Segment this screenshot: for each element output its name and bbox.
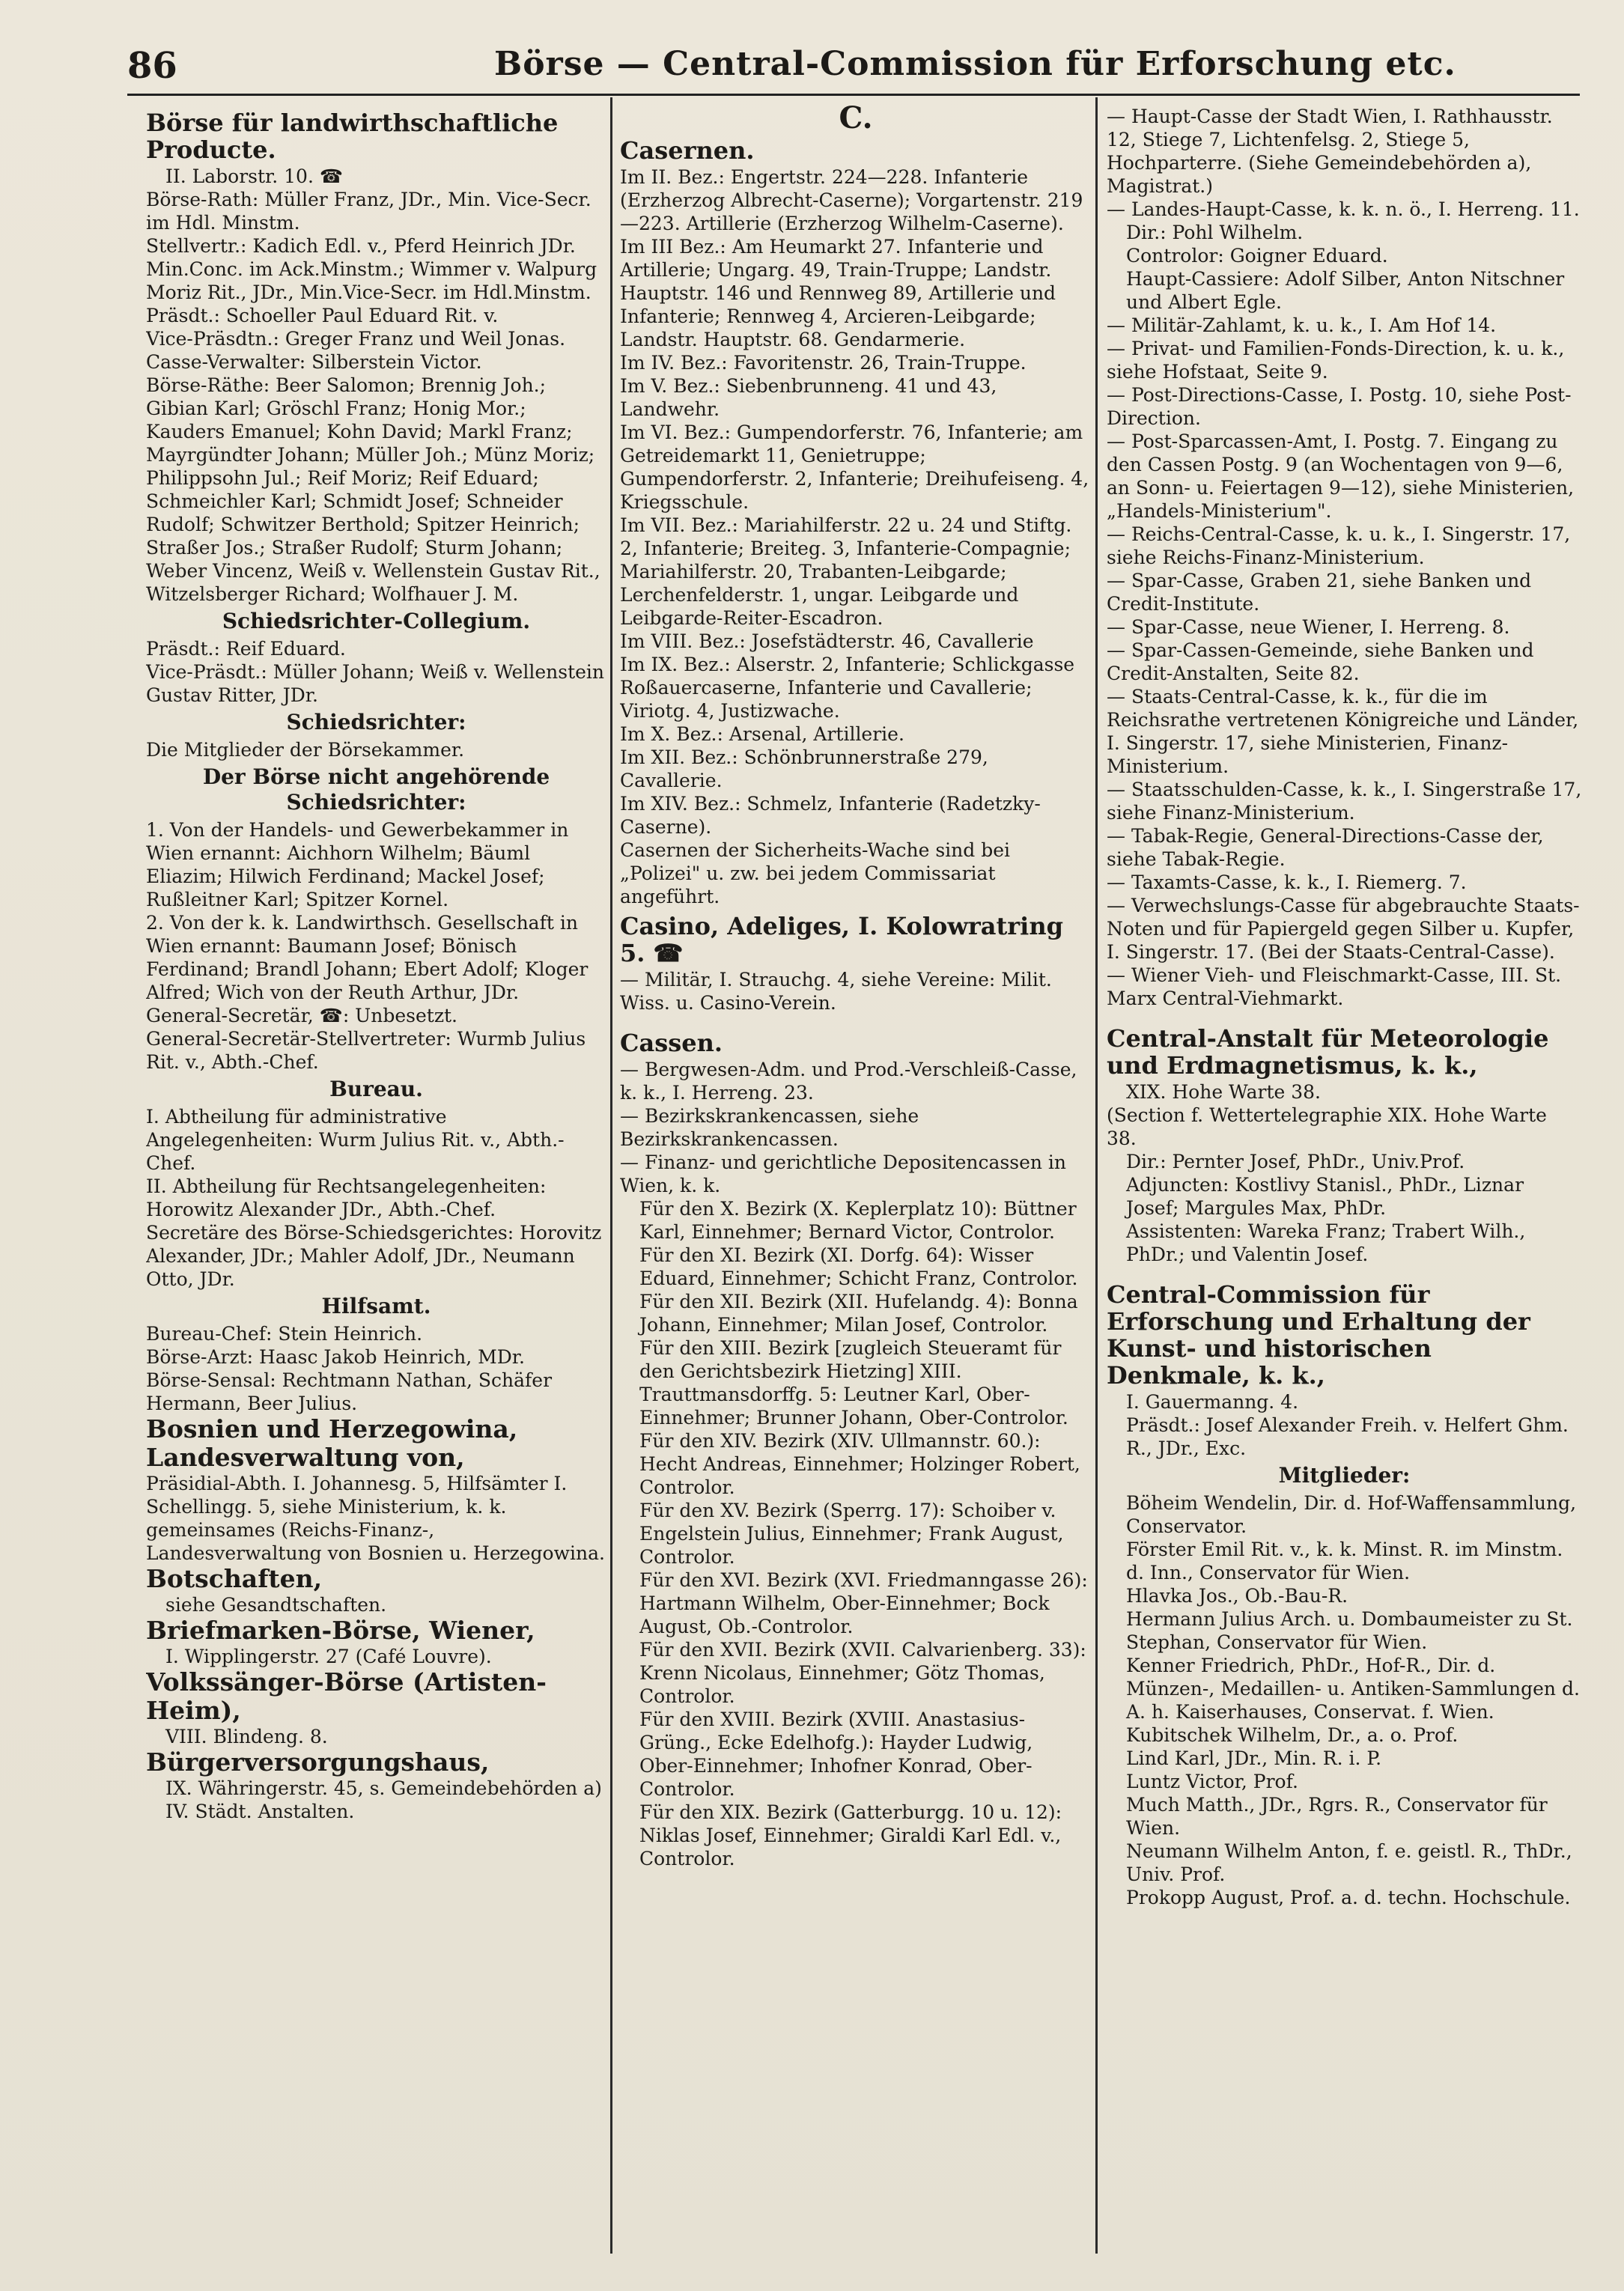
entry-text: — Spar-Casse, neue Wiener, I. Herreng. 8. [1107, 616, 1510, 638]
entry-text: Im IV. Bez.: Favoritenstr. 26, Train-Truppe. [620, 352, 1027, 374]
section-heading: Cassen. [620, 1029, 723, 1057]
entry-text: II. Laborstr. 10. ☎ [165, 165, 343, 187]
section-heading: Mitglieder: [1278, 1463, 1411, 1488]
entry-text: — Landes-Haupt-Casse, k. k. n. ö., I. Herreng. 11. [1107, 198, 1580, 220]
section-heading: Casernen. [620, 136, 755, 165]
entry-text: Für den XVII. Bezirk (XVII. Calvarienberg. 33): Krenn Nicolaus, Einnehmer; Götz Thomas, Controlor. [639, 1639, 1086, 1707]
entry-text: I. Abtheilung für administrative Angelegenheiten: Wurm Julius Rit. v., Abth.-Chef. [146, 1106, 565, 1174]
entry-text: Casse-Verwalter: Silberstein Victor. [146, 351, 482, 373]
entry-text: — Post-Directions-Casse, I. Postg. 10, siehe Post-Direction. [1107, 384, 1572, 429]
running-title: Börse — Central-Commission für Erforschung etc. [494, 45, 1456, 83]
entry-text: Dir.: Pernter Josef, PhDr., Univ.Prof. [1126, 1151, 1465, 1172]
entry-text: Für den XIII. Bezirk [zugleich Steueramt für den Gerichtsbezirk Hietzing] XIII. Trauttmansdorffg. 5: Leutner Karl, Ober-Einnehmer; Brunner Johann, Ober-Controlor. [639, 1337, 1068, 1429]
entry-text: — Post-Sparcassen-Amt, I. Postg. 7. Eingang zu den Cassen Postg. 9 (an Wochentagen von 9—6, an Sonn- u. Feiertagen 9—12), siehe Ministerien, „Handels-Ministerium". [1107, 430, 1575, 522]
section-heading: Casino, Adeliges, I. Kolowratring 5. ☎ [620, 912, 1063, 967]
entry-text: Börse-Arzt: Haasc Jakob Heinrich, MDr. [146, 1346, 525, 1368]
page-number: 86 [127, 45, 177, 87]
entry-text: — Spar-Casse, Graben 21, siehe Banken und Credit-Institute. [1107, 570, 1532, 615]
entry-text: VIII. Blindeng. 8. [165, 1726, 328, 1747]
entry-text: Förster Emil Rit. v., k. k. Minst. R. im Minstm. d. Inn., Conservator für Wien. [1126, 1539, 1563, 1583]
entry-text: Im XII. Bez.: Schönbrunnerstraße 279, Cavallerie. [620, 746, 988, 791]
entry-text [1107, 1010, 1582, 1020]
entry-text: — Militär, I. Strauchg. 4, siehe Vereine: Milit. Wiss. u. Casino-Verein. [620, 969, 1052, 1014]
entry-text: Much Matth., JDr., Rgrs. R., Conservator für Wien. [1126, 1794, 1548, 1839]
entry-text: Im III Bez.: Am Heumarkt 27. Infanterie und Artillerie; Ungarg. 49, Train-Truppe; Landstr. Hauptstr. 146 und Rennweg 89, Artillerie und Infanterie; Rennweg 4, Arcieren-Leibgarde; Landstr. Hauptstr. 68. Gendarmerie. [620, 236, 1056, 350]
entry-text: Hlavka Jos., Ob.-Bau-R. [1126, 1585, 1348, 1607]
entry-text: Assistenten: Wareka Franz; Trabert Wilh., PhDr.; und Valentin Josef. [1126, 1220, 1526, 1265]
entry-text: Hermann Julius Arch. u. Dombaumeister zu St. Stephan, Conservator für Wien. [1126, 1608, 1573, 1653]
section-heading: Briefmarken-Börse, Wiener, [146, 1616, 535, 1645]
entry-text: Neumann Wilhelm Anton, f. e. geistl. R., ThDr., Univ. Prof. [1126, 1840, 1572, 1885]
entry-text: Controlor: Goigner Eduard. [1126, 245, 1388, 267]
entry-text: Die Mitglieder der Börsekammer. [146, 739, 465, 761]
entry-text: Im VIII. Bez.: Josefstädterstr. 46, Cavallerie [620, 630, 1034, 652]
entry-text: — Spar-Cassen-Gemeinde, siehe Banken und Credit-Anstalten, Seite 82. [1107, 639, 1534, 684]
column-right [1107, 105, 1582, 2261]
section-heading: Hilfsamt. [321, 1294, 431, 1318]
entry-text: Im VII. Bez.: Mariahilferstr. 22 u. 24 und Stiftg. 2, Infanterie; Breiteg. 3, Infanterie-Compagnie; Mariahilferstr. 20, Trabanten-Leibgarde; Lerchenfelderstr. 1, ungar. Leibgarde und Leibgarde-Reiter-Escadron. [620, 514, 1072, 629]
entry-text: Im II. Bez.: Engertstr. 224—228. Infanterie (Erzherzog Albrecht-Caserne); Vorgartenstr. 219—223. Artillerie (Erzherzog Wilhelm-Caserne). [620, 166, 1083, 234]
entry-text: I. Wipplingerstr. 27 (Café Louvre). [165, 1646, 492, 1667]
entry-text: IX. Währingerstr. 45, s. Gemeindebehörden a) IV. Städt. Anstalten. [165, 1777, 602, 1822]
entry-text: Casernen der Sicherheits-Wache sind bei „Polizei" u. zw. bei jedem Commissariat angeführt. [620, 839, 1011, 907]
entry-text: — Militär-Zahlamt, k. u. k., I. Am Hof 14. [1107, 314, 1497, 336]
entry-text: Bureau-Chef: Stein Heinrich. [146, 1323, 423, 1345]
entry-text: — Tabak-Regie, General-Directions-Casse der, siehe Tabak-Regie. [1107, 825, 1544, 870]
entry-text: Für den XIV. Bezirk (XIV. Ullmannstr. 60.): Hecht Andreas, Einnehmer; Holzinger Robert, Controlor. [639, 1430, 1080, 1498]
entry-text: Börse-Sensal: Rechtmann Nathan, Schäfer Hermann, Beer Julius. [146, 1369, 553, 1414]
entry-text: — Verwechslungs-Casse für abgebrauchte Staats-Noten und für Papiergeld gegen Silber u. Kupfer, I. Singerstr. 17. (Bei der Staats-Central-Casse). [1107, 895, 1580, 963]
entry-text: Für den XVIII. Bezirk (XVIII. Anastasius-Grüng., Ecke Edelhofg.): Hayder Ludwig, Ober-Einnehmer; Inhofner Konrad, Ober-Controlor. [639, 1709, 1033, 1800]
entry-text: Vice-Präsdt.: Müller Johann; Weiß v. Wellenstein Gustav Ritter, JDr. [146, 661, 605, 706]
entry-text: Präsdt.: Reif Eduard. [146, 638, 346, 660]
entry-text: General-Secretär, ☎: Unbesetzt. [146, 1005, 457, 1026]
entry-text: — Reichs-Central-Casse, k. u. k., I. Singerstr. 17, siehe Reichs-Finanz-Ministerium. [1107, 523, 1571, 568]
entry-text: Im V. Bez.: Siebenbrunneng. 41 und 43, Landwehr. [620, 375, 997, 420]
entry-text: — Staats-Central-Casse, k. k., für die im Reichsrathe vertretenen Königreiche und Länder, I. Singerstr. 17, siehe Ministerien, Finanz-Ministerium. [1107, 686, 1579, 777]
entry-text: Im XIV. Bez.: Schmelz, Infanterie (Radetzky-Caserne). [620, 793, 1041, 838]
entry-text: Luntz Victor, Prof. [1126, 1771, 1298, 1792]
entry-text: General-Secretär-Stellvertreter: Wurmb Julius Rit. v., Abth.-Chef. [146, 1028, 586, 1073]
entry-text: Präsdt.: Schoeller Paul Eduard Rit. v. [146, 305, 499, 326]
entry-text: Lind Karl, JDr., Min. R. i. P. [1126, 1747, 1382, 1769]
entry-text: Für den XII. Bezirk (XII. Hufelandg. 4): Bonna Johann, Einnehmer; Milan Josef, Controlor. [639, 1291, 1078, 1336]
page-header [127, 45, 1572, 97]
entry-text: 1. Von der Handels- und Gewerbekammer in Wien ernannt: Aichhorn Wilhelm; Bäuml Eliazim; Hilwich Ferdinand; Mackel Josef; Rußleitner Karl; Spitzer Kornel. [146, 819, 569, 910]
entry-text: Dir.: Pohl Wilhelm. [1126, 222, 1304, 243]
section-heading: Central-Anstalt für Meteorologie und Erdmagnetismus, k. k., [1107, 1024, 1549, 1080]
entry-text [620, 1014, 1092, 1025]
section-heading: Börse für landwirthschaftliche Producte. [146, 109, 559, 164]
entry-text: Im IX. Bez.: Alserstr. 2, Infanterie; Schlickgasse Roßauercaserne, Infanterie und Cavallerie; Viriotg. 4, Justizwache. [620, 654, 1075, 722]
entry-text: — Wiener Vieh- und Fleischmarkt-Casse, III. St. Marx Central-Viehmarkt. [1107, 964, 1562, 1009]
entry-text: Börse-Räthe: Beer Salomon; Brennig Joh.; Gibian Karl; Gröschl Franz; Honig Mor.; Kauders Emanuel; Kohn David; Markl Franz; Mayrgündter Johann; Müller Joh.; Münz Moriz; Philippsohn Jul.; Reif Moriz; Reif Eduard; Schmeichler Karl; Schmidt Josef; Schneider Rudolf; Schwitzer Berthold; Spitzer Heinrich; Straßer Jos.; Straßer Rudolf; Sturm Johann; Weber Vincenz, Weiß v. Wellenstein Gustav Rit., Witzelsberger Richard; Wolfhauer J. M. [146, 374, 600, 605]
section-heading: Bürgerversorgungshaus, [146, 1747, 490, 1777]
entry-text: Börse-Rath: Müller Franz, JDr., Min. Vice-Secr. im Hdl. Minstm. [146, 189, 591, 234]
entry-text: — Bergwesen-Adm. und Prod.-Verschleiß-Casse, k. k., I. Herreng. 23. [620, 1059, 1077, 1104]
entry-text: Kenner Friedrich, PhDr., Hof-R., Dir. d. Münzen-, Medaillen- u. Antiken-Sammlungen d. A. h. Kaiserhauses, Conservat. f. Wien. [1126, 1655, 1580, 1723]
entry-text: Präsidial-Abth. I. Johannesg. 5, Hilfsämter I. Schellingg. 5, siehe Ministerium, k. k. gemeinsames (Reichs-Finanz-, Landesverwaltung von Bosnien u. Herzegowina. [146, 1473, 605, 1564]
section-heading: Volkssänger-Börse (Artisten-Heim), [146, 1667, 547, 1725]
entry-text: — Taxamts-Casse, k. k., I. Riemerg. 7. [1107, 871, 1467, 893]
entry-text: Für den XVI. Bezirk (XVI. Friedmanngasse 26): Hartmann Wilhelm, Ober-Einnehmer; Bock August, Ob.-Controlor. [639, 1569, 1088, 1637]
entry-text: Für den XIX. Bezirk (Gatterburgg. 10 u. 12): Niklas Josef, Einnehmer; Giraldi Karl Edl. v., Controlor. [639, 1801, 1062, 1869]
entry-text [1107, 1266, 1582, 1277]
entry-text: Haupt-Cassiere: Adolf Silber, Anton Nitschner und Albert Egle. [1126, 268, 1565, 313]
entry-text: — Bezirkskrankencassen, siehe Bezirkskrankencassen. [620, 1105, 919, 1150]
entry-text: I. Gauermanng. 4. [1126, 1391, 1299, 1413]
entry-text: — Haupt-Casse der Stadt Wien, I. Rathhausstr. 12, Stiege 7, Lichtenfelsg. 2, Stiege 5, Hochparterre. (Siehe Gemeindebehörden a), Magistrat.) [1107, 106, 1553, 197]
entry-text: Im X. Bez.: Arsenal, Artillerie. [620, 723, 904, 745]
entry-text: Für den X. Bezirk (X. Keplerplatz 10): Büttner Karl, Einnehmer; Bernard Victor, Controlor. [639, 1198, 1077, 1243]
entry-text: — Finanz- und gerichtliche Depositencassen in Wien, k. k. [620, 1151, 1067, 1196]
entry-text: II. Abtheilung für Rechtsangelegenheiten: Horowitz Alexander JDr., Abth.-Chef. [146, 1175, 547, 1220]
entry-text: XIX. Hohe Warte 38. [1126, 1081, 1321, 1103]
entry-text: 2. Von der k. k. Landwirthsch. Gesellschaft in Wien ernannt: Baumann Josef; Bönisch Ferdinand; Brandl Johann; Ebert Adolf; Kloger Alfred; Wich von der Reuth Arthur, JDr. [146, 912, 589, 1003]
entry-text: — Staatsschulden-Casse, k. k., I. Singerstraße 17, siehe Finanz-Ministerium. [1107, 779, 1582, 824]
section-heading: Central-Commission für Erforschung und Erhaltung der Kunst- und historischen Denkmale, k. k., [1107, 1280, 1530, 1390]
section-heading: Schiedsrichter-Collegium. [222, 609, 531, 633]
entry-text: — Privat- und Familien-Fonds-Direction, k. u. k., siehe Hofstaat, Seite 9. [1107, 338, 1565, 383]
entry-text: Secretäre des Börse-Schiedsgerichtes: Horovitz Alexander, JDr.; Mahler Adolf, JDr., Neumann Otto, JDr. [146, 1222, 602, 1290]
section-heading: Schiedsrichter: [286, 710, 466, 734]
entry-text: Kubitschek Wilhelm, Dr., a. o. Prof. [1126, 1724, 1459, 1746]
entry-text: Adjuncten: Kostlivy Stanisl., PhDr., Liznar Josef; Margules Max, PhDr. [1126, 1174, 1524, 1219]
section-heading: Bosnien und Herzegowina, Landesverwaltung von, [146, 1414, 518, 1472]
entry-text: Stellvertr.: Kadich Edl. v., Pferd Heinrich JDr. Min.Conc. im Ack.Minstm.; Wimmer v. Walpurg Moriz Rit., JDr., Min.Vice-Secr. im Hdl.Minstm. [146, 235, 597, 303]
entry-text: (Section f. Wettertelegraphie XIX. Hohe Warte 38. [1107, 1104, 1547, 1149]
entry-text: Vice-Präsdtn.: Greger Franz und Weil Jonas. [146, 328, 566, 350]
section-heading: C. [839, 105, 873, 136]
column-left [146, 105, 606, 2261]
entry-text: Im VI. Bez.: Gumpendorferstr. 76, Infanterie; am Getreidemarkt 11, Genietruppe; Gumpendorferstr. 2, Infanterie; Dreihufeiseng. 4, Kriegsschule. [620, 422, 1089, 513]
entry-text: Böheim Wendelin, Dir. d. Hof-Waffensammlung, Conservator. [1126, 1492, 1577, 1537]
entry-text: siehe Gesandtschaften. [165, 1594, 387, 1616]
entry-text: Präsdt.: Josef Alexander Freih. v. Helfert Ghm. R., JDr., Exc. [1126, 1414, 1569, 1459]
header-rule [127, 94, 1580, 96]
section-heading: Botschaften, [146, 1564, 323, 1593]
entry-text: Für den XI. Bezirk (XI. Dorfg. 64): Wisser Eduard, Einnehmer; Schicht Franz, Controlor. [639, 1244, 1078, 1289]
section-heading: Bureau. [329, 1077, 423, 1101]
column-divider [1095, 97, 1098, 2254]
column-middle [620, 105, 1092, 2261]
entry-text: Für den XV. Bezirk (Sperrg. 17): Schoiber v. Engelstein Julius, Einnehmer; Frank August, Controlor. [639, 1500, 1064, 1568]
entry-text: Prokopp August, Prof. a. d. techn. Hochschule. [1126, 1887, 1571, 1908]
section-heading: Der Börse nicht angehörende Schiedsrichter: [202, 764, 550, 815]
column-divider [610, 97, 612, 2254]
